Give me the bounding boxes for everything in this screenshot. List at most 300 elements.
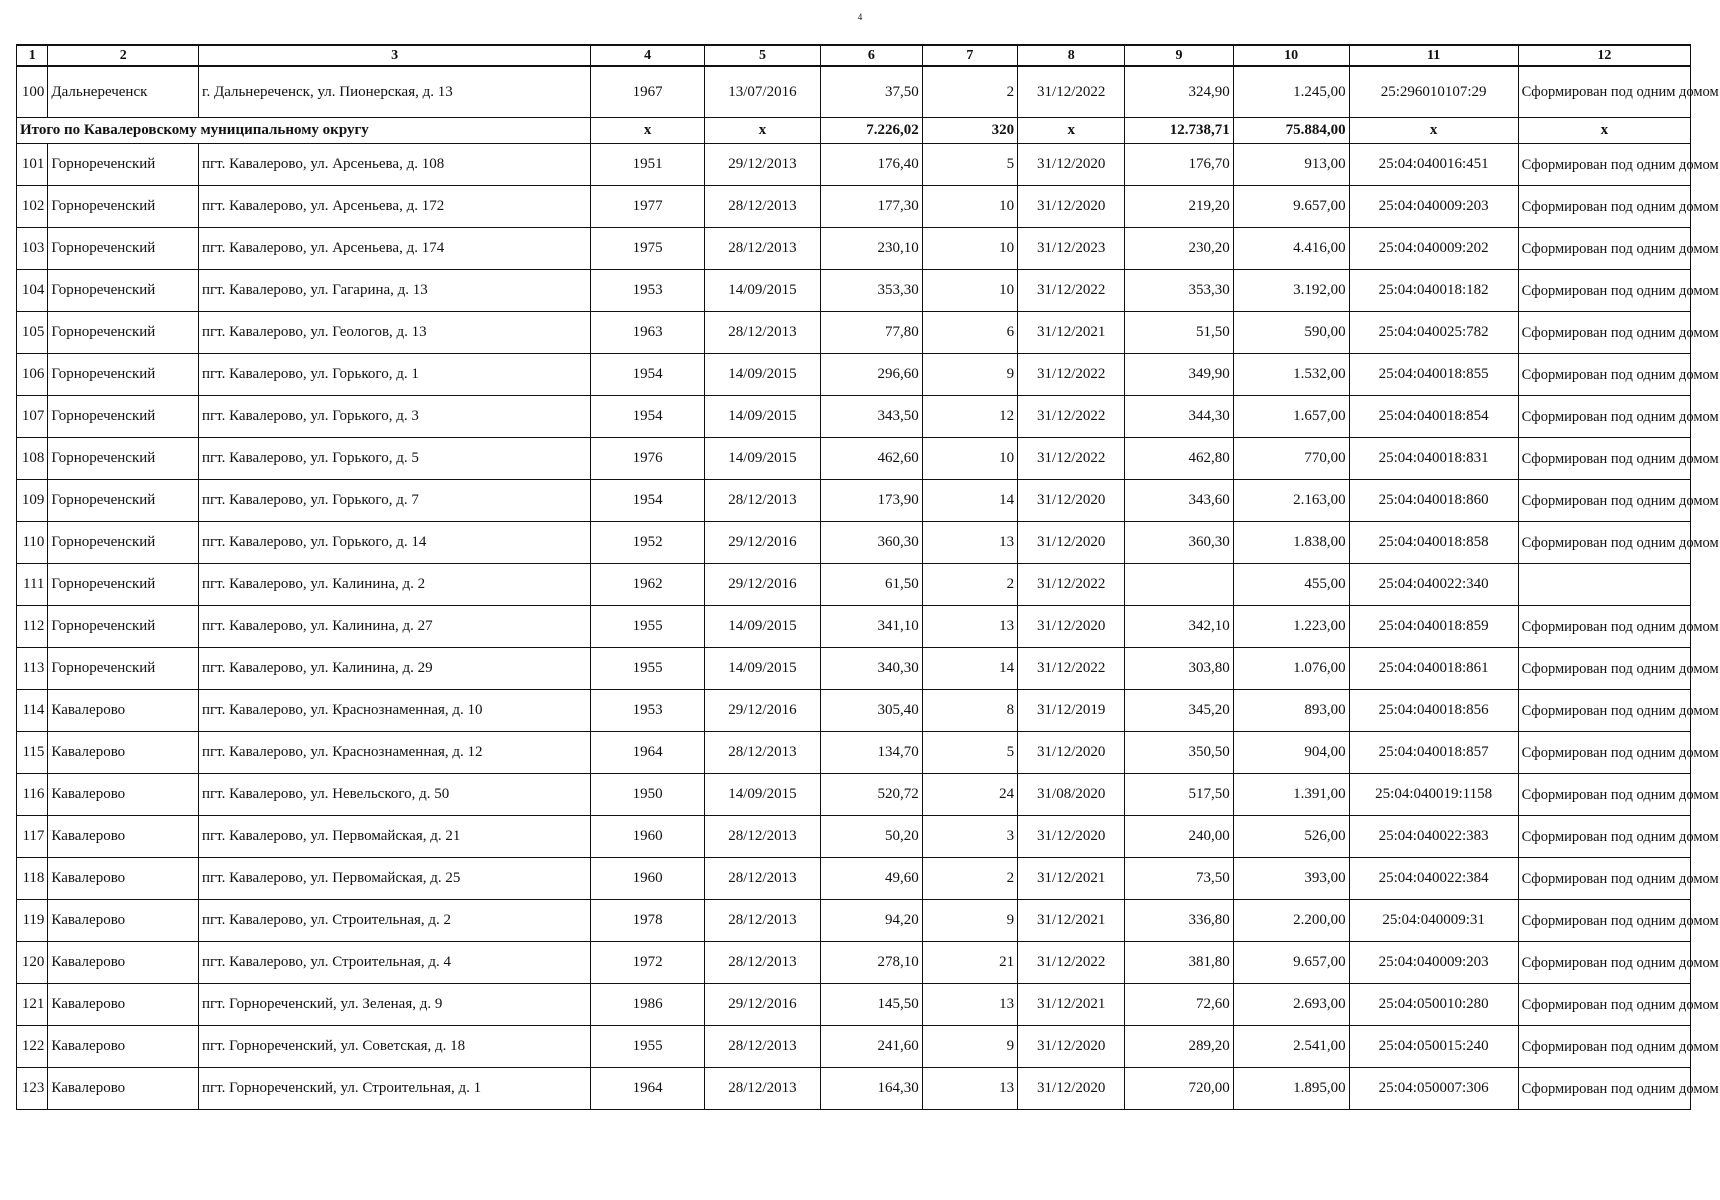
column-header-7: 7	[922, 45, 1017, 66]
table-row	[17, 774, 1691, 816]
living-area: 164,30	[820, 1068, 922, 1110]
land-note: Сформирован под одним домом	[1518, 522, 1690, 564]
build-year: 1962	[591, 564, 705, 606]
recognition-date: 28/12/2013	[704, 858, 820, 900]
row-number: 108	[17, 438, 48, 480]
table-row	[17, 1068, 1691, 1110]
row-number: 120	[17, 942, 48, 984]
land-area: 1.245,00	[1233, 66, 1349, 118]
row-number: 101	[17, 144, 48, 186]
row-number: 112	[17, 606, 48, 648]
row-number: 102	[17, 186, 48, 228]
land-area: 1.391,00	[1233, 774, 1349, 816]
build-year: 1976	[591, 438, 705, 480]
build-year: 1954	[591, 396, 705, 438]
row-number: 118	[17, 858, 48, 900]
address: пгт. Кавалерово, ул. Строительная, д. 4	[199, 942, 591, 984]
row-number: 117	[17, 816, 48, 858]
residents-count: 2	[922, 564, 1017, 606]
settlement: Горнореченский	[48, 270, 199, 312]
row-number: 107	[17, 396, 48, 438]
build-year: 1955	[591, 1026, 705, 1068]
cadastral-number: 25:04:040018:855	[1349, 354, 1518, 396]
total-area: 230,20	[1125, 228, 1233, 270]
residents-count: 13	[922, 1068, 1017, 1110]
living-area: 37,50	[820, 66, 922, 118]
living-area: 462,60	[820, 438, 922, 480]
land-note: Сформирован под одним домом	[1518, 186, 1690, 228]
settlement: Дальнереченск	[48, 66, 199, 118]
total-area: 344,30	[1125, 396, 1233, 438]
residents-count: 6	[922, 312, 1017, 354]
total-area: 51,50	[1125, 312, 1233, 354]
table-row	[17, 942, 1691, 984]
settlement: Горнореченский	[48, 396, 199, 438]
cadastral-number: 25:04:040018:860	[1349, 480, 1518, 522]
recognition-date: 28/12/2013	[704, 732, 820, 774]
column-header-4: 4	[591, 45, 705, 66]
row-number: 103	[17, 228, 48, 270]
build-year: 1953	[591, 270, 705, 312]
total-land-note: х	[1518, 118, 1690, 144]
row-number: 113	[17, 648, 48, 690]
cadastral-number: 25:04:040025:782	[1349, 312, 1518, 354]
land-note: Сформирован под одним домом	[1518, 690, 1690, 732]
living-area: 360,30	[820, 522, 922, 564]
recognition-date: 28/12/2013	[704, 312, 820, 354]
resettlement-deadline: 31/12/2020	[1018, 606, 1125, 648]
address: пгт. Горнореченский, ул. Зеленая, д. 9	[199, 984, 591, 1026]
build-year: 1963	[591, 312, 705, 354]
settlement: Горнореченский	[48, 480, 199, 522]
living-area: 61,50	[820, 564, 922, 606]
land-note	[1518, 564, 1690, 606]
resettlement-deadline: 31/12/2022	[1018, 648, 1125, 690]
land-note: Сформирован под одним домом	[1518, 900, 1690, 942]
land-area: 393,00	[1233, 858, 1349, 900]
land-note: Сформирован под одним домом	[1518, 732, 1690, 774]
land-note: Сформирован под одним домом	[1518, 942, 1690, 984]
residents-count: 2	[922, 66, 1017, 118]
total-area: 324,90	[1125, 66, 1233, 118]
resettlement-deadline: 31/12/2020	[1018, 816, 1125, 858]
table-row	[17, 1026, 1691, 1068]
address: пгт. Кавалерово, ул. Строительная, д. 2	[199, 900, 591, 942]
resettlement-deadline: 31/12/2022	[1018, 396, 1125, 438]
build-year: 1960	[591, 858, 705, 900]
total-recognition-date: х	[704, 118, 820, 144]
land-area: 590,00	[1233, 312, 1349, 354]
resettlement-deadline: 31/12/2020	[1018, 732, 1125, 774]
land-area: 526,00	[1233, 816, 1349, 858]
land-area: 1.657,00	[1233, 396, 1349, 438]
build-year: 1964	[591, 732, 705, 774]
build-year: 1967	[591, 66, 705, 118]
settlement: Горнореченский	[48, 354, 199, 396]
table-row	[17, 354, 1691, 396]
row-number: 105	[17, 312, 48, 354]
recognition-date: 28/12/2013	[704, 900, 820, 942]
cadastral-number: 25:04:040018:857	[1349, 732, 1518, 774]
living-area: 145,50	[820, 984, 922, 1026]
residents-count: 8	[922, 690, 1017, 732]
land-note: Сформирован под одним домом	[1518, 228, 1690, 270]
row-number: 123	[17, 1068, 48, 1110]
recognition-date: 13/07/2016	[704, 66, 820, 118]
cadastral-number: 25:04:040018:859	[1349, 606, 1518, 648]
settlement: Кавалерово	[48, 900, 199, 942]
residents-count: 10	[922, 270, 1017, 312]
recognition-date: 28/12/2013	[704, 480, 820, 522]
settlement: Кавалерово	[48, 984, 199, 1026]
residents-count: 12	[922, 396, 1017, 438]
cadastral-number: 25:04:040018:858	[1349, 522, 1518, 564]
resettlement-deadline: 31/12/2020	[1018, 144, 1125, 186]
table-row	[17, 564, 1691, 606]
land-note: Сформирован под одним домом	[1518, 1068, 1690, 1110]
land-area: 9.657,00	[1233, 942, 1349, 984]
cadastral-number: 25:04:040016:451	[1349, 144, 1518, 186]
total-area: 289,20	[1125, 1026, 1233, 1068]
residents-count: 10	[922, 186, 1017, 228]
land-note: Сформирован под одним домом	[1518, 606, 1690, 648]
column-number-header	[17, 45, 1691, 66]
land-area: 2.200,00	[1233, 900, 1349, 942]
settlement: Кавалерово	[48, 942, 199, 984]
recognition-date: 28/12/2013	[704, 1068, 820, 1110]
column-header-3: 3	[199, 45, 591, 66]
living-area: 520,72	[820, 774, 922, 816]
table-row	[17, 690, 1691, 732]
resettlement-deadline: 31/08/2020	[1018, 774, 1125, 816]
recognition-date: 29/12/2016	[704, 690, 820, 732]
column-header-6: 6	[820, 45, 922, 66]
table-row	[17, 522, 1691, 564]
cadastral-number: 25:04:050007:306	[1349, 1068, 1518, 1110]
recognition-date: 28/12/2013	[704, 228, 820, 270]
address: г. Дальнереченск, ул. Пионерская, д. 13	[199, 66, 591, 118]
total-area: 303,80	[1125, 648, 1233, 690]
table-row	[17, 984, 1691, 1026]
address: пгт. Кавалерово, ул. Горького, д. 3	[199, 396, 591, 438]
residents-count: 5	[922, 732, 1017, 774]
recognition-date: 14/09/2015	[704, 354, 820, 396]
column-header-5: 5	[704, 45, 820, 66]
living-area: 176,40	[820, 144, 922, 186]
land-note: Сформирован под одним домом	[1518, 648, 1690, 690]
living-area: 343,50	[820, 396, 922, 438]
land-note: Сформирован под одним домом	[1518, 66, 1690, 118]
living-area: 241,60	[820, 1026, 922, 1068]
row-number: 114	[17, 690, 48, 732]
address: пгт. Кавалерово, ул. Калинина, д. 2	[199, 564, 591, 606]
land-area: 893,00	[1233, 690, 1349, 732]
resettlement-deadline: 31/12/2020	[1018, 186, 1125, 228]
address: пгт. Кавалерово, ул. Невельского, д. 50	[199, 774, 591, 816]
land-note: Сформирован под одним домом	[1518, 984, 1690, 1026]
total-area	[1125, 564, 1233, 606]
residents-count: 10	[922, 438, 1017, 480]
row-number: 115	[17, 732, 48, 774]
land-area: 1.076,00	[1233, 648, 1349, 690]
table-row	[17, 438, 1691, 480]
residents-count: 9	[922, 354, 1017, 396]
total-area: 345,20	[1125, 690, 1233, 732]
table-row	[17, 396, 1691, 438]
settlement: Кавалерово	[48, 732, 199, 774]
total-row	[17, 118, 1691, 144]
resettlement-deadline: 31/12/2021	[1018, 312, 1125, 354]
total-area: 353,30	[1125, 270, 1233, 312]
land-area: 2.693,00	[1233, 984, 1349, 1026]
land-area: 2.541,00	[1233, 1026, 1349, 1068]
cadastral-number: 25:04:040018:831	[1349, 438, 1518, 480]
table-row	[17, 858, 1691, 900]
resettlement-deadline: 31/12/2021	[1018, 858, 1125, 900]
total-living-area: 7.226,02	[820, 118, 922, 144]
address: пгт. Кавалерово, ул. Геологов, д. 13	[199, 312, 591, 354]
build-year: 1960	[591, 816, 705, 858]
row-number: 106	[17, 354, 48, 396]
row-number: 119	[17, 900, 48, 942]
settlement: Горнореченский	[48, 228, 199, 270]
total-area: 349,90	[1125, 354, 1233, 396]
living-area: 296,60	[820, 354, 922, 396]
resettlement-deadline: 31/12/2020	[1018, 522, 1125, 564]
address: пгт. Кавалерово, ул. Горького, д. 5	[199, 438, 591, 480]
build-year: 1977	[591, 186, 705, 228]
cadastral-number: 25:04:040018:856	[1349, 690, 1518, 732]
total-area: 342,10	[1125, 606, 1233, 648]
resettlement-deadline: 31/12/2023	[1018, 228, 1125, 270]
living-area: 134,70	[820, 732, 922, 774]
living-area: 353,30	[820, 270, 922, 312]
build-year: 1953	[591, 690, 705, 732]
residents-count: 9	[922, 1026, 1017, 1068]
column-header-9: 9	[1125, 45, 1233, 66]
resettlement-deadline: 31/12/2020	[1018, 1026, 1125, 1068]
table-row	[17, 480, 1691, 522]
land-note: Сформирован под одним домом	[1518, 816, 1690, 858]
build-year: 1952	[591, 522, 705, 564]
resettlement-deadline: 31/12/2021	[1018, 984, 1125, 1026]
resettlement-deadline: 31/12/2021	[1018, 900, 1125, 942]
address: пгт. Кавалерово, ул. Первомайская, д. 21	[199, 816, 591, 858]
cadastral-number: 25:04:040009:31	[1349, 900, 1518, 942]
land-area: 770,00	[1233, 438, 1349, 480]
build-year: 1955	[591, 606, 705, 648]
total-area: 720,00	[1125, 1068, 1233, 1110]
column-header-2: 2	[48, 45, 199, 66]
total-area: 336,80	[1125, 900, 1233, 942]
settlement: Горнореченский	[48, 438, 199, 480]
recognition-date: 29/12/2016	[704, 522, 820, 564]
recognition-date: 14/09/2015	[704, 270, 820, 312]
build-year: 1964	[591, 1068, 705, 1110]
row-number: 104	[17, 270, 48, 312]
recognition-date: 14/09/2015	[704, 606, 820, 648]
total-resettlement-deadline: х	[1018, 118, 1125, 144]
column-header-11: 11	[1349, 45, 1518, 66]
address: пгт. Кавалерово, ул. Краснознаменная, д. 10	[199, 690, 591, 732]
land-area: 455,00	[1233, 564, 1349, 606]
page-number: 4	[857, 12, 863, 22]
settlement: Горнореченский	[48, 606, 199, 648]
residents-count: 24	[922, 774, 1017, 816]
total-land-area: 75.884,00	[1233, 118, 1349, 144]
land-note: Сформирован под одним домом	[1518, 144, 1690, 186]
address: пгт. Кавалерово, ул. Горького, д. 1	[199, 354, 591, 396]
resettlement-deadline: 31/12/2022	[1018, 270, 1125, 312]
row-number: 110	[17, 522, 48, 564]
recognition-date: 28/12/2013	[704, 816, 820, 858]
land-area: 9.657,00	[1233, 186, 1349, 228]
settlement: Кавалерово	[48, 1026, 199, 1068]
resettlement-deadline: 31/12/2022	[1018, 354, 1125, 396]
settlement: Кавалерово	[48, 1068, 199, 1110]
land-note: Сформирован под одним домом	[1518, 480, 1690, 522]
address: пгт. Кавалерово, ул. Горького, д. 14	[199, 522, 591, 564]
total-area: 72,60	[1125, 984, 1233, 1026]
table-row	[17, 816, 1691, 858]
settlement: Горнореченский	[48, 522, 199, 564]
build-year: 1954	[591, 480, 705, 522]
address: пгт. Кавалерово, ул. Арсеньева, д. 108	[199, 144, 591, 186]
land-note: Сформирован под одним домом	[1518, 438, 1690, 480]
recognition-date: 28/12/2013	[704, 186, 820, 228]
address: пгт. Горнореченский, ул. Советская, д. 18	[199, 1026, 591, 1068]
land-area: 904,00	[1233, 732, 1349, 774]
residents-count: 14	[922, 480, 1017, 522]
cadastral-number: 25:04:040022:383	[1349, 816, 1518, 858]
address: пгт. Кавалерово, ул. Горького, д. 7	[199, 480, 591, 522]
total-build-year: х	[591, 118, 705, 144]
recognition-date: 14/09/2015	[704, 396, 820, 438]
living-area: 77,80	[820, 312, 922, 354]
land-area: 913,00	[1233, 144, 1349, 186]
land-area: 4.416,00	[1233, 228, 1349, 270]
address: пгт. Кавалерово, ул. Краснознаменная, д. 12	[199, 732, 591, 774]
table-row	[17, 312, 1691, 354]
resettlement-deadline: 31/12/2022	[1018, 564, 1125, 606]
table-row	[17, 606, 1691, 648]
residents-count: 10	[922, 228, 1017, 270]
total-area: 73,50	[1125, 858, 1233, 900]
living-area: 230,10	[820, 228, 922, 270]
address: пгт. Кавалерово, ул. Гагарина, д. 13	[199, 270, 591, 312]
cadastral-number: 25:296010107:29	[1349, 66, 1518, 118]
land-note: Сформирован под одним домом	[1518, 1026, 1690, 1068]
settlement: Горнореченский	[48, 186, 199, 228]
total-area: 240,00	[1125, 816, 1233, 858]
resettlement-deadline: 31/12/2022	[1018, 438, 1125, 480]
total-area: 381,80	[1125, 942, 1233, 984]
row-number: 121	[17, 984, 48, 1026]
residents-count: 14	[922, 648, 1017, 690]
column-header-1: 1	[17, 45, 48, 66]
residents-count: 13	[922, 522, 1017, 564]
table-row	[17, 66, 1691, 118]
table-row	[17, 648, 1691, 690]
recognition-date: 29/12/2016	[704, 984, 820, 1026]
build-year: 1978	[591, 900, 705, 942]
address: пгт. Горнореченский, ул. Строительная, д. 1	[199, 1068, 591, 1110]
living-area: 173,90	[820, 480, 922, 522]
recognition-date: 29/12/2016	[704, 564, 820, 606]
column-header-12: 12	[1518, 45, 1690, 66]
land-area: 3.192,00	[1233, 270, 1349, 312]
row-number: 100	[17, 66, 48, 118]
living-area: 305,40	[820, 690, 922, 732]
cadastral-number: 25:04:040022:384	[1349, 858, 1518, 900]
living-area: 177,30	[820, 186, 922, 228]
residents-count: 9	[922, 900, 1017, 942]
total-residents-count: 320	[922, 118, 1017, 144]
total-area: 462,80	[1125, 438, 1233, 480]
recognition-date: 28/12/2013	[704, 1026, 820, 1068]
total-total-area: 12.738,71	[1125, 118, 1233, 144]
living-area: 49,60	[820, 858, 922, 900]
land-note: Сформирован под одним домом	[1518, 396, 1690, 438]
resettlement-deadline: 31/12/2022	[1018, 942, 1125, 984]
residents-count: 13	[922, 606, 1017, 648]
row-number: 116	[17, 774, 48, 816]
residents-count: 3	[922, 816, 1017, 858]
settlement: Горнореченский	[48, 648, 199, 690]
cadastral-number: 25:04:040019:1158	[1349, 774, 1518, 816]
total-area: 517,50	[1125, 774, 1233, 816]
living-area: 278,10	[820, 942, 922, 984]
recognition-date: 14/09/2015	[704, 438, 820, 480]
table-row	[17, 732, 1691, 774]
column-header-8: 8	[1018, 45, 1125, 66]
settlement: Кавалерово	[48, 858, 199, 900]
living-area: 94,20	[820, 900, 922, 942]
residents-count: 21	[922, 942, 1017, 984]
address: пгт. Кавалерово, ул. Первомайская, д. 25	[199, 858, 591, 900]
land-area: 1.895,00	[1233, 1068, 1349, 1110]
cadastral-number: 25:04:040022:340	[1349, 564, 1518, 606]
total-area: 176,70	[1125, 144, 1233, 186]
row-number: 109	[17, 480, 48, 522]
recognition-date: 14/09/2015	[704, 648, 820, 690]
land-area: 1.532,00	[1233, 354, 1349, 396]
cadastral-number: 25:04:040018:182	[1349, 270, 1518, 312]
land-note: Сформирован под одним домом	[1518, 858, 1690, 900]
resettlement-deadline: 31/12/2019	[1018, 690, 1125, 732]
residents-count: 2	[922, 858, 1017, 900]
resettlement-deadline: 31/12/2020	[1018, 1068, 1125, 1110]
land-note: Сформирован под одним домом	[1518, 312, 1690, 354]
total-area: 343,60	[1125, 480, 1233, 522]
resettlement-deadline: 31/12/2020	[1018, 480, 1125, 522]
build-year: 1951	[591, 144, 705, 186]
build-year: 1950	[591, 774, 705, 816]
settlement: Горнореченский	[48, 144, 199, 186]
row-number: 111	[17, 564, 48, 606]
total-area: 360,30	[1125, 522, 1233, 564]
table-row	[17, 186, 1691, 228]
recognition-date: 28/12/2013	[704, 942, 820, 984]
build-year: 1975	[591, 228, 705, 270]
address: пгт. Кавалерово, ул. Арсеньева, д. 172	[199, 186, 591, 228]
address: пгт. Кавалерово, ул. Калинина, д. 29	[199, 648, 591, 690]
land-note: Сформирован под одним домом	[1518, 774, 1690, 816]
row-number: 122	[17, 1026, 48, 1068]
recognition-date: 29/12/2013	[704, 144, 820, 186]
table-row	[17, 228, 1691, 270]
recognition-date: 14/09/2015	[704, 774, 820, 816]
